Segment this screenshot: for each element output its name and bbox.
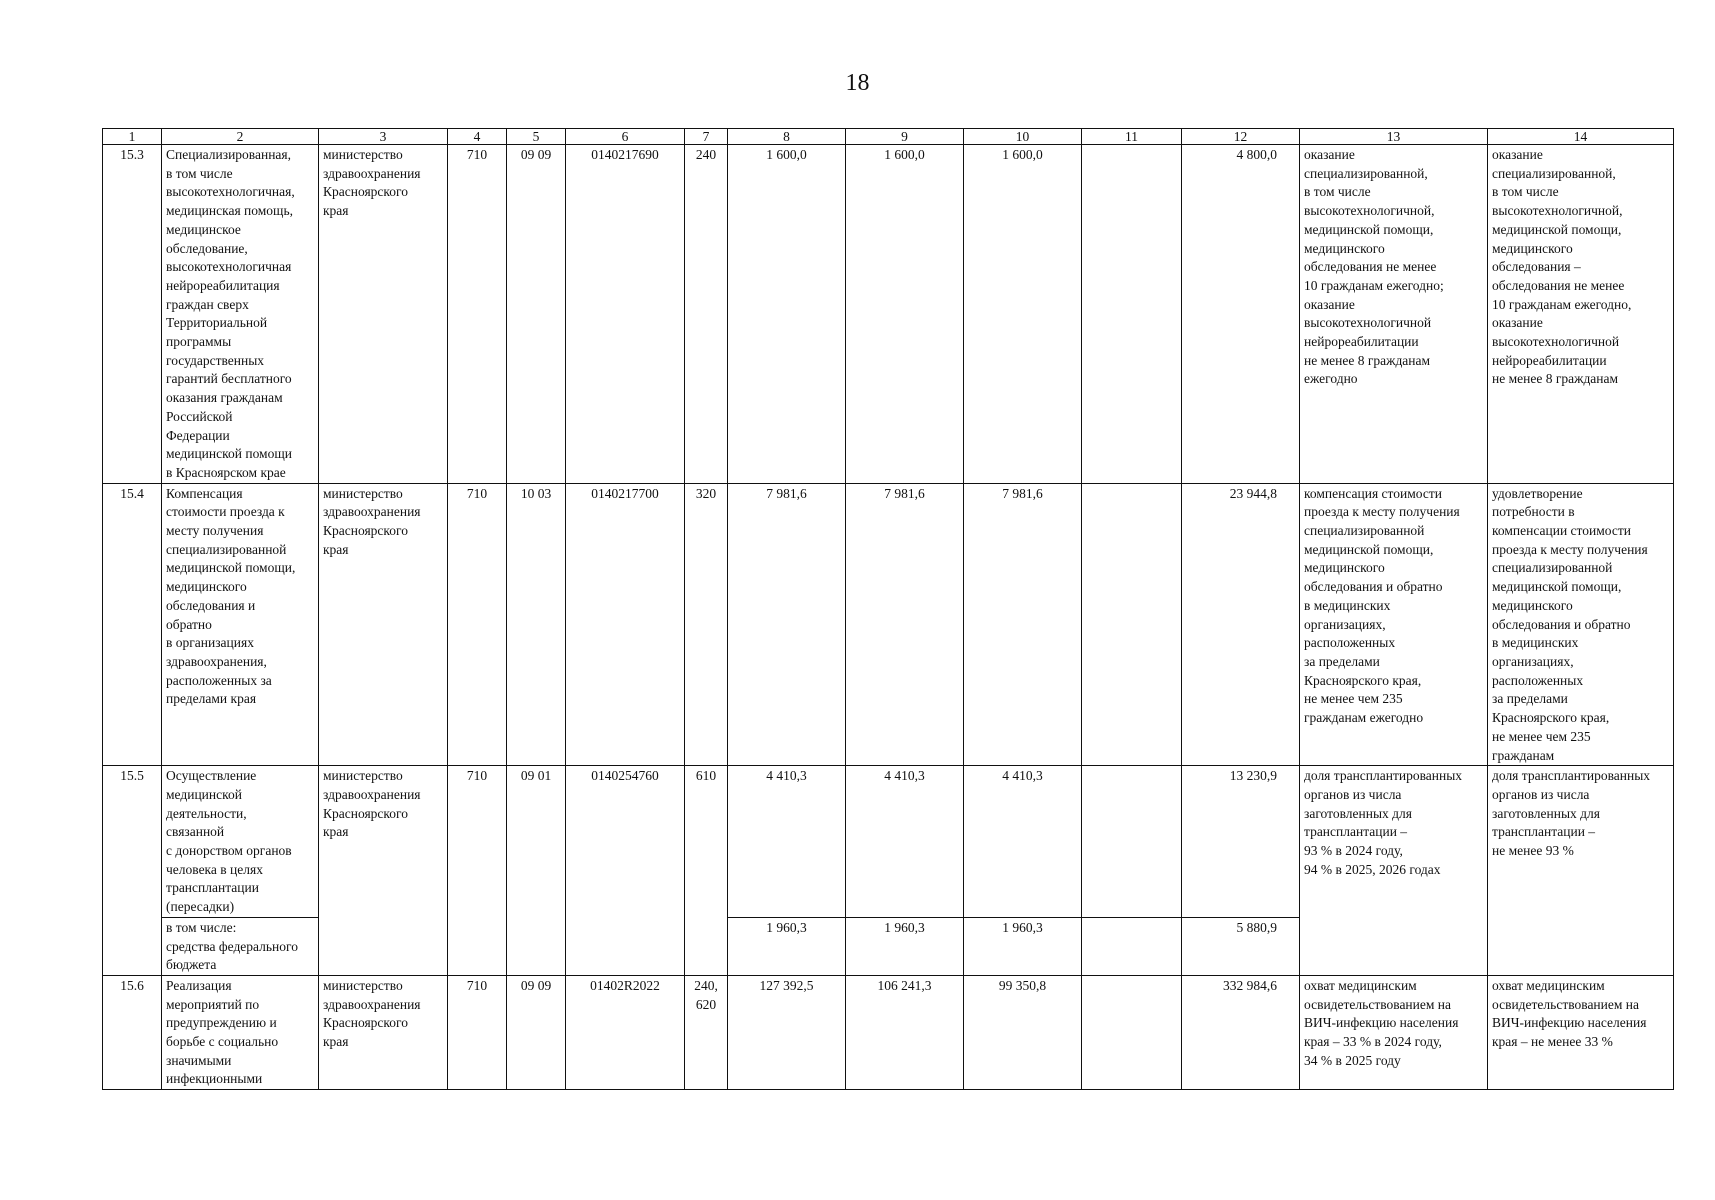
target-article-code: 0140254760 — [566, 766, 685, 976]
section-code: 09 09 — [507, 145, 566, 484]
column-11-cell — [1082, 917, 1182, 975]
row-number: 15.4 — [103, 483, 162, 766]
activity-name: Специализированная, в том числе высокотехнологичная, медицинская помощь, медицинское обследование, высокотехнологичная нейрореабилитация граждан сверх Территориальной программы государственных гарантий бесплатного оказания гражданам Российской Федерации медицинской помощи в Красноярском крае — [162, 145, 319, 484]
responsible-body: министерство здравоохранения Красноярского края — [319, 975, 448, 1089]
amount-total: 13 230,9 — [1182, 766, 1300, 918]
column-header: 10 — [964, 129, 1082, 145]
federal-amount-year-2: 1 960,3 — [846, 917, 964, 975]
amount-year-2: 106 241,3 — [846, 975, 964, 1089]
expected-result: компенсация стоимости проезда к месту получения специализированной медицинской помощи, медицинского обследования и обратно в медицинских организациях, расположенных за пределами Красноярского края, не менее чем 235 гражданам ежегодно — [1300, 483, 1488, 766]
amount-year-2: 4 410,3 — [846, 766, 964, 918]
expected-result: охват медицинским освидетельствованием на ВИЧ-инфекцию населения края – 33 % в 2024 году, 34 % в 2025 году — [1300, 975, 1488, 1089]
target-article-code: 0140217690 — [566, 145, 685, 484]
expense-type-code: 610 — [685, 766, 728, 976]
column-number-row — [103, 129, 1674, 145]
amount-total: 4 800,0 — [1182, 145, 1300, 484]
target-indicator: удовлетворение потребности в компенсации стоимости проезда к месту получения специализированной медицинской помощи, медицинского обследования и обратно в медицинских организациях, расположенных за пределами Красноярского края, не менее чем 235 гражданам — [1488, 483, 1674, 766]
expected-result: доля трансплантированных органов из числа заготовленных для трансплантации – 93 % в 2024 году, 94 % в 2025, 2026 годах — [1300, 766, 1488, 976]
column-11-cell — [1082, 766, 1182, 918]
federal-amount-total: 5 880,9 — [1182, 917, 1300, 975]
column-header: 8 — [728, 129, 846, 145]
table-row — [103, 975, 1674, 1089]
amount-year-3: 99 350,8 — [964, 975, 1082, 1089]
federal-amount-year-3: 1 960,3 — [964, 917, 1082, 975]
table-row — [103, 483, 1674, 766]
target-indicator: доля трансплантированных органов из числа заготовленных для трансплантации – не менее 93 % — [1488, 766, 1674, 976]
activity-name: Осуществление медицинской деятельности, связанной с донорством органов человека в целях трансплантации (пересадки) — [162, 766, 319, 918]
column-11-cell — [1082, 975, 1182, 1089]
row-number: 15.6 — [103, 975, 162, 1089]
expense-type-code: 240 — [685, 145, 728, 484]
column-header: 6 — [566, 129, 685, 145]
column-header: 4 — [448, 129, 507, 145]
column-11-cell — [1082, 145, 1182, 484]
column-header: 2 — [162, 129, 319, 145]
amount-year-2: 1 600,0 — [846, 145, 964, 484]
federal-budget-label: в том числе: средства федерального бюджета — [162, 917, 319, 975]
responsible-body: министерство здравоохранения Красноярского края — [319, 766, 448, 976]
section-code: 09 09 — [507, 975, 566, 1089]
column-header: 3 — [319, 129, 448, 145]
table-row — [103, 145, 1674, 484]
amount-year-1: 1 600,0 — [728, 145, 846, 484]
amount-year-3: 1 600,0 — [964, 145, 1082, 484]
table-row — [103, 766, 1674, 918]
column-header: 9 — [846, 129, 964, 145]
grbs-code: 710 — [448, 975, 507, 1089]
column-header: 12 — [1182, 129, 1300, 145]
activity-name: Реализация мероприятий по предупреждению и борьбе с социально значимыми инфекционными — [162, 975, 319, 1089]
row-number: 15.5 — [103, 766, 162, 976]
target-indicator: охват медицинским освидетельствованием на ВИЧ-инфекцию населения края – не менее 33 % — [1488, 975, 1674, 1089]
amount-year-3: 4 410,3 — [964, 766, 1082, 918]
amount-year-1: 7 981,6 — [728, 483, 846, 766]
amount-total: 332 984,6 — [1182, 975, 1300, 1089]
expense-type-code: 240, 620 — [685, 975, 728, 1089]
target-article-code: 0140217700 — [566, 483, 685, 766]
column-header: 14 — [1488, 129, 1674, 145]
expense-type-code: 320 — [685, 483, 728, 766]
grbs-code: 710 — [448, 766, 507, 976]
responsible-body: министерство здравоохранения Красноярского края — [319, 483, 448, 766]
section-code: 10 03 — [507, 483, 566, 766]
program-activities-table — [102, 128, 1674, 1090]
amount-year-1: 4 410,3 — [728, 766, 846, 918]
column-header: 11 — [1082, 129, 1182, 145]
column-header: 5 — [507, 129, 566, 145]
column-11-cell — [1082, 483, 1182, 766]
expected-result: оказание специализированной, в том числе высокотехнологичной, медицинской помощи, медицинского обследования не менее 10 гражданам ежегодно; оказание высокотехнологичной нейрореабилитации не менее 8 гражданам ежегодно — [1300, 145, 1488, 484]
grbs-code: 710 — [448, 483, 507, 766]
amount-total: 23 944,8 — [1182, 483, 1300, 766]
row-number: 15.3 — [103, 145, 162, 484]
amount-year-3: 7 981,6 — [964, 483, 1082, 766]
column-header: 1 — [103, 129, 162, 145]
amount-year-2: 7 981,6 — [846, 483, 964, 766]
column-header: 13 — [1300, 129, 1488, 145]
grbs-code: 710 — [448, 145, 507, 484]
page-number: 18 — [845, 70, 870, 96]
amount-year-1: 127 392,5 — [728, 975, 846, 1089]
target-indicator: оказание специализированной, в том числе высокотехнологичной, медицинской помощи, медицинского обследования – обследования не менее 10 гражданам ежегодно, оказание высокотехнологичной нейрореабилитации не менее 8 гражданам — [1488, 145, 1674, 484]
responsible-body: министерство здравоохранения Красноярского края — [319, 145, 448, 484]
target-article-code: 01402R2022 — [566, 975, 685, 1089]
section-code: 09 01 — [507, 766, 566, 976]
federal-amount-year-1: 1 960,3 — [728, 917, 846, 975]
activity-name: Компенсация стоимости проезда к месту получения специализированной медицинской помощи, медицинского обследования и обратно в организациях здравоохранения, расположенных за пределами края — [162, 483, 319, 766]
column-header: 7 — [685, 129, 728, 145]
